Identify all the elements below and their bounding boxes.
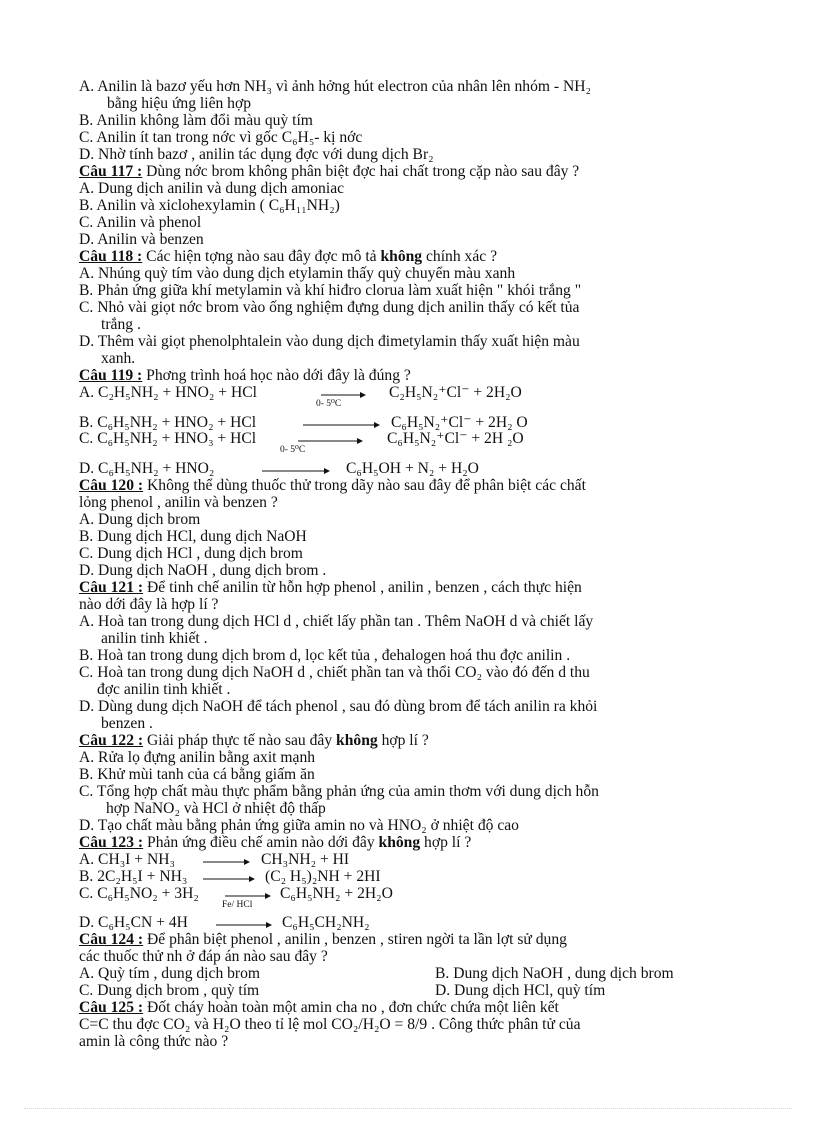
question-number: Câu 117 : (79, 163, 143, 180)
text-line (79, 414, 256, 431)
line-text: bằng hiệu ứng liên hợp (107, 95, 252, 112)
reaction-products: C₆H₅N₂⁺Cl⁻ + 2H₂ O (391, 414, 528, 431)
text-line (79, 647, 570, 664)
line-text: A. Hoà tan trong dung dịch HCl d , chiết lấy phần tan . Thêm NaOH d và chiết lấy (79, 613, 594, 630)
line-text: D. Anilin và benzen (79, 231, 204, 248)
text-line (79, 868, 187, 885)
reaction-arrow-icon (298, 437, 365, 445)
line-text: Các hiện tợng nào sau đây đợc mô tả (142, 248, 381, 265)
answer-option: D. Dung dịch HCl, quỳ tím (435, 982, 606, 999)
line-text: A. C₂H₅NH₂ + HNO₂ + HCl (79, 384, 257, 401)
line-text: D. Nhờ tính bazơ , anilin tác dụng đợc với dung dịch Br₂ (79, 146, 434, 163)
line-text: C=C thu đợc CO₂ và H₂O theo tỉ lệ mol CO₂/H₂O = 8/9 . Công thức phân tử của (79, 1016, 581, 1033)
text-line (280, 445, 305, 455)
text-line (106, 800, 326, 817)
question-number: Câu 118 : (79, 248, 143, 265)
text-line (101, 316, 141, 333)
text-line (79, 982, 259, 999)
line-text: D. Tạo chất màu bằng phản ứng giữa amin no và HNO₂ ở nhiệt độ cao (79, 817, 519, 834)
text-line (79, 231, 204, 248)
text-line (79, 333, 580, 350)
text-line (79, 914, 188, 931)
line-text: Không thể dùng thuốc thử trong dãy nào sau đây để phân biệt các chất (143, 477, 586, 494)
line-text: A. Anilin là bazơ yếu hơn NH₃ vì ảnh hởng hút electron của nhân lên nhóm - NH₂ (79, 78, 591, 95)
text-line (79, 78, 591, 95)
line-text: lỏng phenol , anilin và benzen ? (79, 494, 278, 511)
reaction-arrow-icon (203, 858, 252, 866)
question-line (79, 931, 567, 948)
question-number: Câu 124 : (79, 931, 144, 948)
line-text: benzen . (101, 715, 153, 732)
line-text: C. Dung dịch HCl , dung dịch brom (79, 545, 303, 562)
reaction-products: C₆H₅NH₂ + 2H₂O (280, 885, 393, 902)
text-line (79, 282, 581, 299)
line-text: C. Dung dịch brom , quỳ tím (79, 982, 260, 999)
emphasis-word: không (336, 732, 378, 749)
text-line (79, 146, 434, 163)
line-text: B. Dung dịch HCl, dung dịch NaOH (79, 528, 307, 545)
line-text: B. Anilin và xiclohexylamin ( C₆H₁₁NH₂) (79, 197, 340, 214)
text-line (79, 749, 315, 766)
line-text: D. C₆H₅NH₂ + HNO₂ (79, 460, 215, 477)
reaction-products: C₆H₅CH₂NH₂ (282, 914, 370, 931)
reaction-products: (C₂ H₅)₂NH + 2HI (265, 868, 381, 885)
text-line (79, 384, 257, 401)
line-tail: hợp lí ? (420, 834, 472, 851)
question-line (79, 367, 411, 384)
text-line (222, 900, 252, 910)
line-text: A. Dung dịch brom (79, 511, 201, 528)
text-line (79, 430, 256, 447)
text-line (79, 1016, 581, 1033)
text-line (79, 948, 328, 965)
line-text: D. Dung dịch NaOH , dung dịch brom . (79, 562, 327, 579)
text-line (79, 596, 218, 613)
reaction-products: C₂H₅N₂⁺Cl⁻ + 2H₂O (389, 384, 522, 401)
reaction-arrow-icon (303, 421, 382, 429)
question-number: Câu 120 : (79, 477, 144, 494)
line-text: Fe/ HCl (222, 900, 253, 910)
line-text: A. CH₃I + NH₃ (79, 851, 175, 868)
line-text: D. Thêm vài giọt phenolphtalein vào dung dịch đimetylamin thấy xuất hiện màu (79, 333, 580, 350)
text-line (79, 851, 175, 868)
reaction-arrow-icon (262, 467, 332, 475)
reaction-products: C₆H₅OH + N₂ + H₂O (346, 460, 479, 477)
reaction-products: C₆H₅N₂⁺Cl⁻ + 2H ₂O (387, 430, 524, 447)
text-line (101, 630, 208, 647)
line-text: Để tinh chế anilin từ hỗn hợp phenol , anilin , benzen , cách thực hiện (143, 579, 582, 596)
reaction-arrow-icon (203, 875, 257, 883)
line-text: B. Hoà tan trong dung dịch brom d, lọc kết tủa , đehalogen hoá thu đợc anilin . (79, 647, 571, 664)
line-text: trắng . (101, 316, 141, 333)
text-line (79, 528, 307, 545)
line-text: B. Anilin không làm đổi màu quỳ tím (79, 112, 313, 129)
question-line (79, 579, 582, 596)
text-line (79, 817, 519, 834)
answer-option: B. Dung dịch NaOH , dung dịch brom (435, 965, 674, 982)
reaction-arrow-icon (216, 921, 274, 929)
line-text: C. C₆H₅NH₂ + HNO₃ + HCl (79, 430, 257, 447)
line-text: B. C₆H₅NH₂ + HNO₂ + HCl (79, 414, 257, 431)
text-line (79, 545, 303, 562)
text-line (101, 350, 135, 367)
line-text: C. Nhỏ vài giọt nớc brom vào ống nghiệm đựng dung dịch anilin thấy có kết tủa (79, 299, 580, 316)
line-text: hợp NaNO₂ và HCl ở nhiệt độ thấp (106, 800, 326, 817)
text-line (79, 698, 597, 715)
question-number: Câu 119 : (79, 367, 143, 384)
line-text: D. Dùng dung dịch NaOH để tách phenol , sau đó dùng brom để tách anilin ra khỏi (79, 698, 598, 715)
text-line (79, 112, 313, 129)
reaction-arrow-icon (225, 892, 273, 900)
text-line (79, 613, 593, 630)
line-text: các thuốc thử nh ở đáp án nào sau đây ? (79, 948, 328, 965)
question-line (79, 477, 586, 494)
text-line (101, 715, 153, 732)
text-line (79, 562, 326, 579)
text-line (79, 965, 260, 982)
text-line (79, 299, 579, 316)
line-text: nào dới đây là hợp lí ? (79, 596, 219, 613)
text-line (79, 885, 199, 902)
reaction-arrow-icon (321, 391, 368, 399)
question-line (79, 163, 579, 180)
line-text: amin là công thức nào ? (79, 1033, 229, 1050)
line-text: anilin tinh khiết . (101, 630, 208, 647)
line-text: xanh. (101, 350, 136, 367)
line-text: B. Phản ứng giữa khí metylamin và khí hiđro clorua làm xuất hiện " khói trắng " (79, 282, 582, 299)
text-line (79, 265, 515, 282)
text-line (79, 511, 200, 528)
line-text: C. Hoà tan trong dung dịch NaOH d , chiết phần tan và thổi CO₂ vào đó đến d thu (79, 664, 590, 681)
line-text: Để phân biệt phenol , anilin , benzen , stiren ngời ta lần lợt sử dụng (143, 931, 567, 948)
line-text: D. C₆H₅CN + 4H (79, 914, 188, 931)
line-text: C. Anilin ít tan trong nớc vì gốc C₆H₅- kị nớc (79, 129, 363, 146)
question-line (79, 834, 471, 851)
line-text: Giải pháp thực tế nào sau đây (143, 732, 337, 749)
question-line (79, 732, 429, 749)
line-text: C. Tổng hợp chất màu thực phẩm bằng phản ứng của amin thơm với dung dịch hỗn (79, 783, 599, 800)
line-tail: hợp lí ? (377, 732, 429, 749)
text-line (79, 494, 278, 511)
reaction-products: CH₃NH₂ + HI (261, 851, 350, 868)
page-bottom-rule (24, 1108, 792, 1109)
text-line (79, 783, 599, 800)
question-number: Câu 125 : (79, 999, 144, 1016)
text-line (79, 460, 214, 477)
text-line (79, 1033, 228, 1050)
line-text: Đốt cháy hoàn toàn một amin cha no , đơn chức chứa một liên kết (143, 999, 559, 1016)
text-line (79, 129, 362, 146)
text-line (79, 664, 590, 681)
line-text: Phơng trình hoá học nào dới đây là đúng ? (142, 367, 411, 384)
line-text: đợc anilin tinh khiết . (97, 681, 231, 698)
line-text: A. Nhúng quỳ tím vào dung dịch etylamin thấy quỳ chuyển màu xanh (79, 265, 516, 282)
emphasis-word: không (380, 248, 423, 265)
line-text: C. C₆H₅NO₂ + 3H₂ (79, 885, 199, 902)
line-tail: chính xác ? (422, 248, 498, 265)
text-line (79, 197, 340, 214)
text-line (79, 766, 315, 783)
text-line (79, 180, 344, 197)
question-number: Câu 121 : (79, 579, 144, 596)
line-text: A. Rửa lọ đựng anilin bằng axit mạnh (79, 749, 316, 766)
line-text: 0- 5⁰C (316, 399, 342, 409)
question-line (79, 999, 559, 1016)
question-number: Câu 122 : (79, 732, 144, 749)
text-line (316, 399, 341, 409)
line-text: Phản ứng điều chế amin nào dới đây (143, 834, 379, 851)
question-line (79, 248, 497, 265)
text-line (79, 214, 201, 231)
question-number: Câu 123 : (79, 834, 144, 851)
emphasis-word: không (378, 834, 421, 851)
text-line (107, 95, 251, 112)
line-text: Dùng nớc brom không phân biệt đợc hai chất trong cặp nào sau đây ? (142, 163, 580, 180)
line-text: A. Dung dịch anilin và dung dịch amoniac (79, 180, 345, 197)
line-text: B. Khử mùi tanh của cá bằng giấm ăn (79, 766, 315, 783)
line-text: A. Quỳ tím , dung dịch brom (79, 965, 261, 982)
line-text: B. 2C₂H₅I + NH₃ (79, 868, 188, 885)
line-text: C. Anilin và phenol (79, 214, 202, 231)
line-text: 0- 5⁰C (280, 445, 306, 455)
text-line (97, 681, 230, 698)
